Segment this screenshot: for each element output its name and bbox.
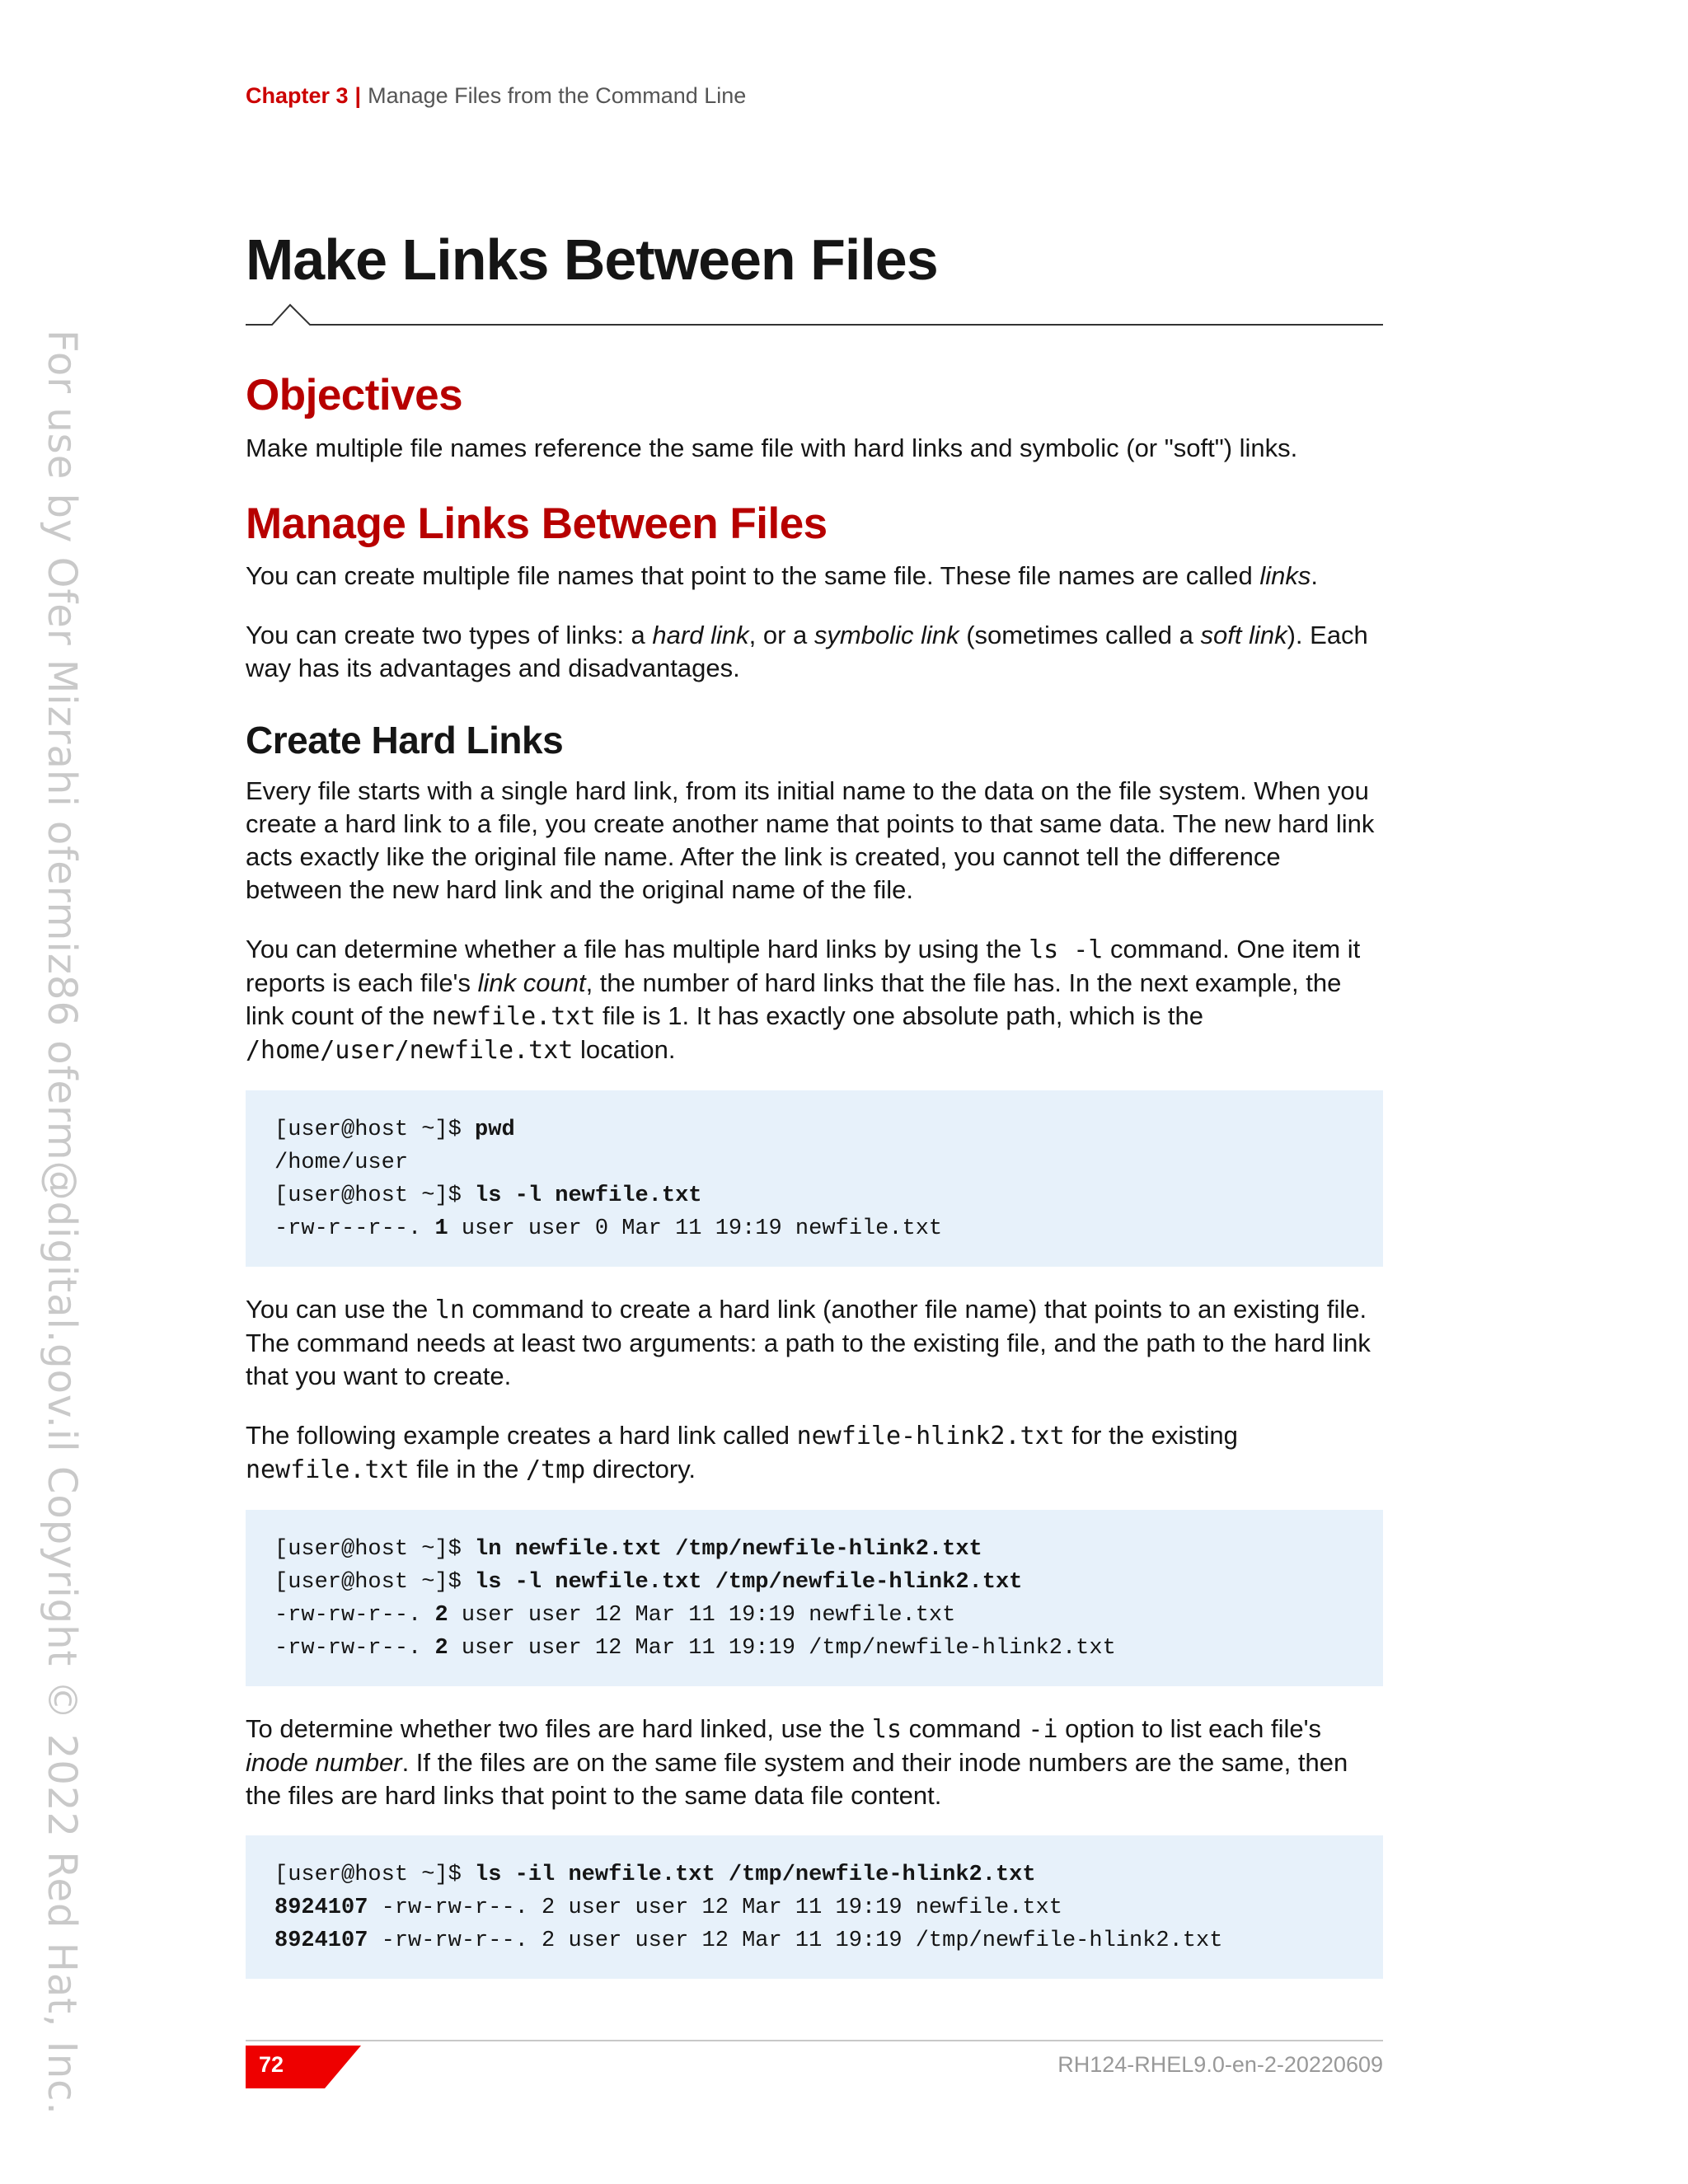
create-hard-links-heading: Create Hard Links bbox=[246, 719, 564, 762]
code-tmp: /tmp bbox=[526, 1455, 586, 1485]
title-underline bbox=[246, 303, 1383, 328]
manage-links-heading: Manage Links Between Files bbox=[246, 499, 828, 548]
ln-command-paragraph: You can use the ln command to create a hard link (another file name) that points to an existing file. The command needs at least two arguments: a path to the existing file, and the path to the hard link that you want to create. bbox=[246, 1295, 1371, 1391]
inode-paragraph: To determine whether two files are hard linked, use the ls command -i option to list each file's inode number. If the files are on the same file system and their inode numbers are the same, then the files are hard links that point to the same data file content. bbox=[246, 1714, 1348, 1811]
link-count-paragraph: You can determine whether a file has multiple hard links by using the ls -l command. One item it reports is each file's link count, the number of hard links that the file has. In the next example, the link count of the newfile.txt file is 1. It has exactly one absolute path, which is the /home/user/newfile.txt location. bbox=[246, 935, 1361, 1066]
page-number: 72 bbox=[259, 2052, 284, 2077]
link-types-paragraph: You can create two types of links: a hard link, or a symbolic link (sometimes called a soft link). Each way has its advantages and disadvantages. bbox=[246, 621, 1368, 683]
document-id: RH124-RHEL9.0-en-2-20220609 bbox=[1057, 2052, 1383, 2077]
term-soft-link: soft link bbox=[1200, 621, 1287, 650]
objectives-heading: Objectives bbox=[246, 371, 463, 419]
links-intro-paragraph: You can create multiple file names that point to the same file. These file names are called links. bbox=[246, 561, 1318, 591]
term-links: links bbox=[1259, 561, 1311, 591]
hard-link-description: Every file starts with a single hard link, from its initial name to the data on the file system. When you create a hard link to a file, you create another name that points to that same data. The new hard link acts exactly like the original file name. After the link is created, you cannot tell the difference between the new hard link and the original name of the file. bbox=[246, 776, 1375, 905]
section-title: Make Links Between Files bbox=[246, 227, 938, 292]
term-symbolic-link: symbolic link bbox=[814, 621, 959, 650]
chapter-title: Manage Files from the Command Line bbox=[368, 83, 747, 108]
code-block-inode: [user@host ~]$ ls -il newfile.txt /tmp/newfile-hlink2.txt 8924107 -rw-rw-r--. 2 user user 12 Mar 11 19:19 newfile.txt 8924107 -rw-rw-r--. 2 user user 12 Mar 11 19:19 /tmp/newfile-hlink2.txt bbox=[246, 1835, 1383, 1979]
code-ls-l: ls -l bbox=[1029, 935, 1104, 965]
term-link-count: link count bbox=[477, 968, 586, 998]
main-content bbox=[246, 369, 1383, 1979]
footer-rule bbox=[246, 2040, 1383, 2041]
code-i-option: -i bbox=[1028, 1715, 1058, 1745]
code-newfile: newfile.txt bbox=[431, 1002, 596, 1032]
term-inode-number: inode number bbox=[246, 1748, 402, 1778]
running-header bbox=[246, 83, 746, 109]
code-ls: ls bbox=[871, 1715, 903, 1745]
header-separator: | bbox=[354, 83, 362, 108]
chapter-label: Chapter 3 bbox=[246, 83, 349, 108]
code-home-path: /home/user/newfile.txt bbox=[246, 1036, 574, 1066]
code-hlink-name: newfile-hlink2.txt bbox=[796, 1422, 1065, 1451]
objectives-text: Make multiple file names reference the same file with hard links and symbolic (or "soft") links. bbox=[246, 433, 1298, 462]
code-ln: ln bbox=[434, 1296, 465, 1325]
hardlink-example-paragraph: The following example creates a hard link called newfile-hlink2.txt for the existing newfile.txt file in the /tmp directory. bbox=[246, 1421, 1238, 1485]
code-newfile-2: newfile.txt bbox=[246, 1455, 410, 1485]
copyright-watermark: For use by Ofer Mizrahi ofermiz86 oferm@digital.gov.il Copyright © 2022 Red Hat, Inc. bbox=[39, 330, 85, 2116]
term-hard-link: hard link bbox=[652, 621, 749, 650]
code-block-ln: [user@host ~]$ ln newfile.txt /tmp/newfile-hlink2.txt [user@host ~]$ ls -l newfile.txt /tmp/newfile-hlink2.txt -rw-rw-r--. 2 user user 12 Mar 11 19:19 newfile.txt -rw-rw-r--. 2 user user 12 Mar 11 19:19 /tmp/newfile-hlink2.txt bbox=[246, 1510, 1383, 1686]
code-block-ls: [user@host ~]$ pwd /home/user [user@host ~]$ ls -l newfile.txt -rw-r--r--. 1 user user 0 Mar 11 19:19 newfile.txt bbox=[246, 1090, 1383, 1267]
